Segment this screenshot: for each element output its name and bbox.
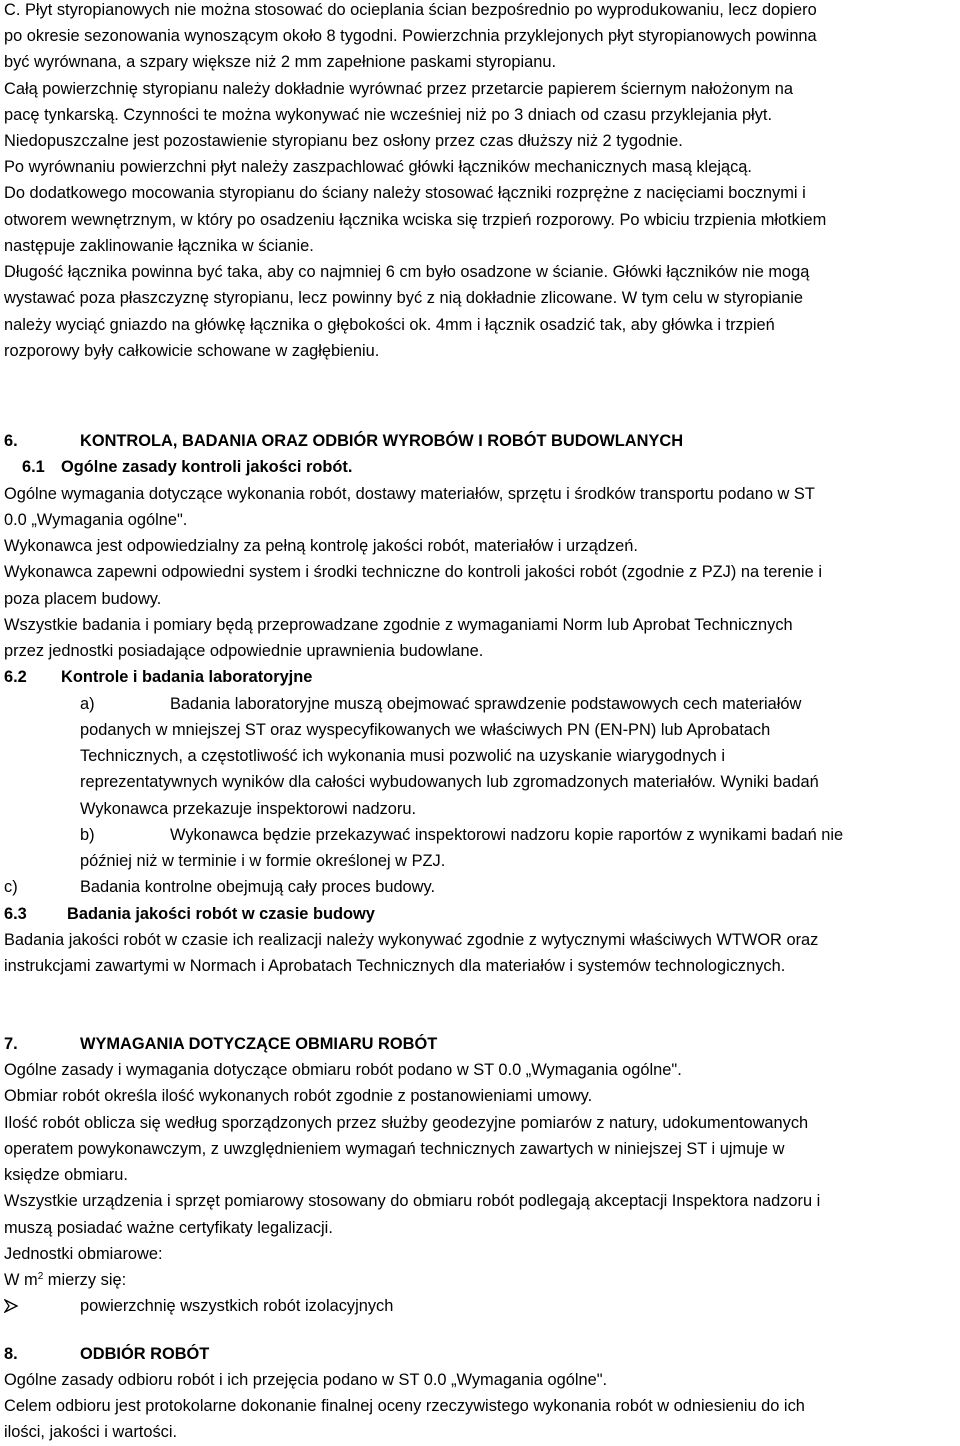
unit-suffix: mierzy się: — [43, 1271, 127, 1289]
paragraph-line: Celem odbioru jest protokolarne dokonanie finalnej oceny rzeczywistego wykonania robót w odniesieniu do ich — [4, 1397, 805, 1415]
paragraph-line: Ilość robót oblicza się według sporządzonych przez służby geodezyjne pomiarów z natury, udokumentowanych — [4, 1114, 809, 1132]
subsection-title: Badania jakości robót w czasie budowy — [67, 905, 375, 923]
paragraph-line: instrukcjami zawartymi w Normach i Aprobatach Technicznych dla materiałów i systemów technologicznych. — [4, 957, 786, 975]
section-title: WYMAGANIA DOTYCZĄCE OBMIARU ROBÓT — [80, 1035, 438, 1053]
paragraph-line: następuje zaklinowanie łącznika w ścianie. — [4, 237, 314, 255]
paragraph-line: Wykonawca jest odpowiedzialny za pełną kontrolę jakości robót, materiałów i urządzeń. — [4, 537, 638, 555]
list-item-line: Wykonawca będzie przekazywać inspektorowi nadzoru kopie raportów z wynikami badań nie — [170, 826, 844, 844]
subsection-number: 6.3 — [4, 905, 27, 923]
list-item-line: podanych w mniejszej ST oraz wyspecyfikowanych we właściwych PN (EN-PN) lub Aprobatach — [80, 721, 771, 739]
paragraph-line: operatem powykonawczym, z uwzględnieniem wymagań technicznych zawartych w niniejszej ST i ujmuje w — [4, 1140, 785, 1158]
paragraph-line: otworem wewnętrznym, w który po osadzeniu łącznika wciska się trzpień rozporowy. Po wbiciu trzpienia młotkiem — [4, 211, 827, 229]
subsection-number: 6.2 — [4, 668, 27, 686]
paragraph-line: Wykonawca zapewni odpowiedni system i środki techniczne do kontroli jakości robót (zgodnie z PZJ) na terenie i — [4, 563, 822, 581]
list-marker-b: b) — [80, 826, 95, 844]
paragraph-line: 0.0 „Wymagania ogólne". — [4, 511, 188, 529]
subsection-number: 6.1 — [22, 458, 45, 476]
paragraph-line: Ogólne zasady i wymagania dotyczące obmiaru robót podano w ST 0.0 „Wymagania ogólne". — [4, 1061, 682, 1079]
section-number: 8. — [4, 1345, 18, 1363]
unit-superscript: 2 — [37, 1271, 44, 1282]
list-marker-a: a) — [80, 695, 95, 713]
paragraph-line: poza placem budowy. — [4, 590, 162, 608]
paragraph-line: Jednostki obmiarowe: — [4, 1245, 163, 1263]
unit-prefix: W m — [4, 1271, 38, 1289]
paragraph-line: pacę tynkarską. Czynności te można wykonywać nie wcześniej niż po 3 dniach od czasu przyklejania płyt. — [4, 106, 772, 124]
paragraph-line: księdze obmiaru. — [4, 1166, 128, 1184]
paragraph-line: Po wyrównaniu powierzchni płyt należy zaszpachlować główki łączników mechanicznych masą klejącą. — [4, 158, 752, 176]
section-title: KONTROLA, BADANIA ORAZ ODBIÓR WYROBÓW I ROBÓT BUDOWLANYCH — [80, 432, 684, 450]
paragraph-line: Wszystkie urządzenia i sprzęt pomiarowy stosowany do obmiaru robót podlegają akceptacji Inspektora nadzoru i — [4, 1192, 821, 1210]
paragraph-line: ilości, jakości i wartości. — [4, 1423, 178, 1441]
paragraph-line: po okresie sezonowania wynoszącym około 8 tygodni. Powierzchnia przyklejonych płyt styropianowych powinna — [4, 27, 817, 45]
list-item-line: reprezentatywnych wyników dla całości wybudowanych lub zgromadzonych materiałów. Wyniki badań — [80, 773, 819, 791]
list-marker-c: c) — [4, 878, 18, 896]
paragraph-line: Ogólne zasady odbioru robót i ich przejęcia podano w ST 0.0 „Wymagania ogólne". — [4, 1371, 608, 1389]
list-item-line: Wykonawca przekazuje inspektorowi nadzoru. — [80, 800, 417, 818]
paragraph-line: należy wyciąć gniazdo na główkę łącznika o głębokości ok. 4mm i łącznik osadzić tak, aby główka i trzpień — [4, 316, 775, 334]
paragraph-line: Długość łącznika powinna być taka, aby co najmniej 6 cm było osadzone w ścianie. Główki łączników nie mogą — [4, 263, 810, 281]
paragraph-line: Niedopuszczalne jest pozostawienie styropianu bez osłony przez czas dłuższy niż 2 tygodnie. — [4, 132, 683, 150]
list-item-line: później niż w terminie i w formie określonej w PZJ. — [80, 852, 446, 870]
paragraph-line: rozporowy były całkowicie schowane w zagłębieniu. — [4, 342, 380, 360]
paragraph-line: Wszystkie badania i pomiary będą przeprowadzane zgodnie z wymaganiami Norm lub Aprobat Technicznych — [4, 616, 793, 634]
paragraph-line: wystawać poza płaszczyznę styropianu, lecz powinny być z nią dokładnie zlicowane. W tym celu w styropianie — [4, 289, 803, 307]
arrowhead-bullet-icon — [4, 1299, 18, 1313]
paragraph-line: Całą powierzchnię styropianu należy dokładnie wyrównać przez przetarcie papierem ściernym nałożonym na — [4, 80, 793, 98]
paragraph-line: być wyrównana, a szpary większe niż 2 mm zapełnione paskami styropianu. — [4, 53, 557, 71]
paragraph-line: C. Płyt styropianowych nie można stosować do ocieplania ścian bezpośrednio po wyprodukowaniu, lecz dopiero — [4, 1, 817, 19]
paragraph-line: Ogólne wymagania dotyczące wykonania robót, dostawy materiałów, sprzętu i środków transportu podano w ST — [4, 485, 815, 503]
section-number: 7. — [4, 1035, 18, 1053]
list-item-line: Technicznych, a częstotliwość ich wykonania musi pozwolić na uzyskanie wiarygodnych i — [80, 747, 725, 765]
paragraph-line: muszą posiadać ważne certyfikaty legalizacji. — [4, 1219, 333, 1237]
list-item-line: Badania kontrolne obejmują cały proces budowy. — [80, 878, 436, 896]
section-title: ODBIÓR ROBÓT — [80, 1345, 210, 1363]
paragraph-line: przez jednostki posiadające odpowiednie uprawnienia budowlane. — [4, 642, 484, 660]
paragraph-line: Do dodatkowego mocowania styropianu do ściany należy stosować łączniki rozprężne z nacięciami bocznymi i — [4, 184, 806, 202]
list-item-line: Badania laboratoryjne muszą obejmować sprawdzenie podstawowych cech materiałów — [170, 695, 802, 713]
unit-line — [4, 1270, 126, 1290]
bullet-text: powierzchnię wszystkich robót izolacyjnych — [80, 1297, 394, 1315]
section-number: 6. — [4, 432, 18, 450]
subsection-title: Ogólne zasady kontroli jakości robót. — [61, 458, 353, 476]
paragraph-line: Badania jakości robót w czasie ich realizacji należy wykonywać zgodnie z wytycznymi właściwych WTWOR oraz — [4, 931, 819, 949]
subsection-title: Kontrole i badania laboratoryjne — [61, 668, 313, 686]
paragraph-line: Obmiar robót określa ilość wykonanych robót zgodnie z postanowieniami umowy. — [4, 1087, 593, 1105]
